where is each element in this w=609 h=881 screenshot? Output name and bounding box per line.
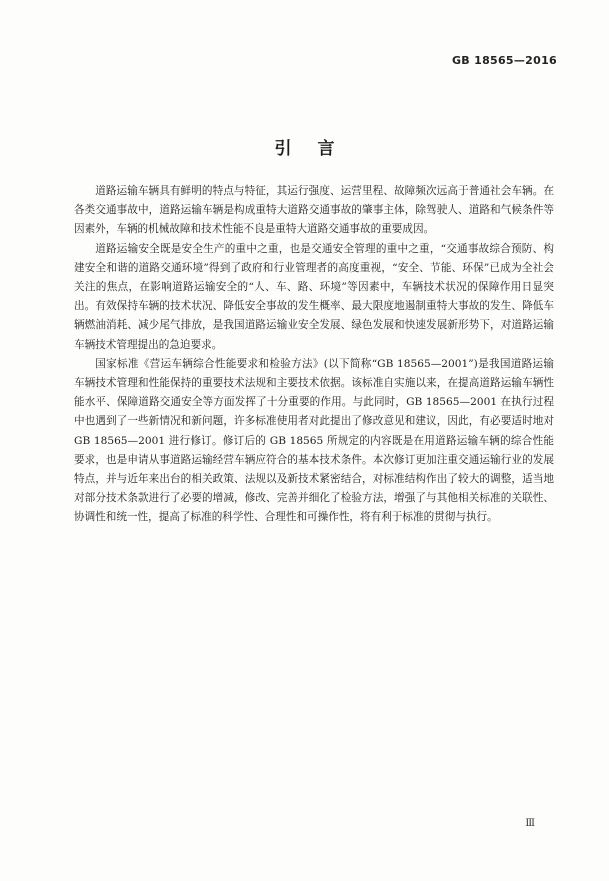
- page-number: Ⅲ: [525, 818, 535, 829]
- paragraph: 道路运输车辆具有鲜明的特点与特征，其运行强度、运营里程、故障频次远高于普通社会车辆。在各类交通事故中，道路运输车辆是构成重特大道路交通事故的肇事主体，除驾驶人、道路和气候条件等因素外，车辆的机械故障和技术性能不良是重特大道路交通事故的重要成因。: [74, 185, 554, 236]
- page-title: 引言: [274, 139, 361, 159]
- standard-code: GB 18565—2016: [451, 54, 557, 67]
- paragraph: 道路运输安全既是安全生产的重中之重，也是交通安全管理的重中之重，“交通事故综合预防、构建安全和谐的道路交通环境”得到了政府和行业管理者的高度重视，“安全、节能、环保”已成为全社会关注的焦点，在影响道路运输安全的“人、车、路、环境”等因素中，车辆技术状况的保障作用日显突出。有效保持车辆的技术状况、降低安全事故的发生概率、最大限度地遏制重特大事故的发生、降低车辆燃油消耗、减少尾气排放，是我国道路运输业安全发展、绿色发展和快速发展新形势下，对道路运输车辆技术管理提出的急迫要求。: [74, 242, 554, 351]
- body-text: [74, 182, 554, 528]
- paragraph: 国家标准《营运车辆综合性能要求和检验方法》(以下简称“GB 18565—2001”)是我国道路运输车辆技术管理和性能保持的重要技术法规和主要技术依据。该标准自实施以来，在提高道路运输车辆性能水平、保障道路交通安全等方面发挥了十分重要的作用。与此同时，GB 18565—2001 在执行过程中也遇到了一些新情况和新问题，许多标准使用者对此提出了修改意见和建议，因此，有必要适时地对 GB 18565—2001 进行修订。修订后的 GB 18565 所规定的内容既是在用道路运输车辆的综合性能要求，也是申请从事道路运输经营车辆应符合的基本技术条件。本次修订更加注重交通运输行业的发展特点，并与近年来出台的相关政策、法规以及新技术紧密结合，对标准结构作出了较大的调整，适当地对部分技术条款进行了必要的增减，修改、完善并细化了检验方法，增强了与其他相关标准的关联性、协调性和统一性，提高了标准的科学性、合理性和可操作性，将有利于标准的贯彻与执行。: [74, 357, 554, 524]
